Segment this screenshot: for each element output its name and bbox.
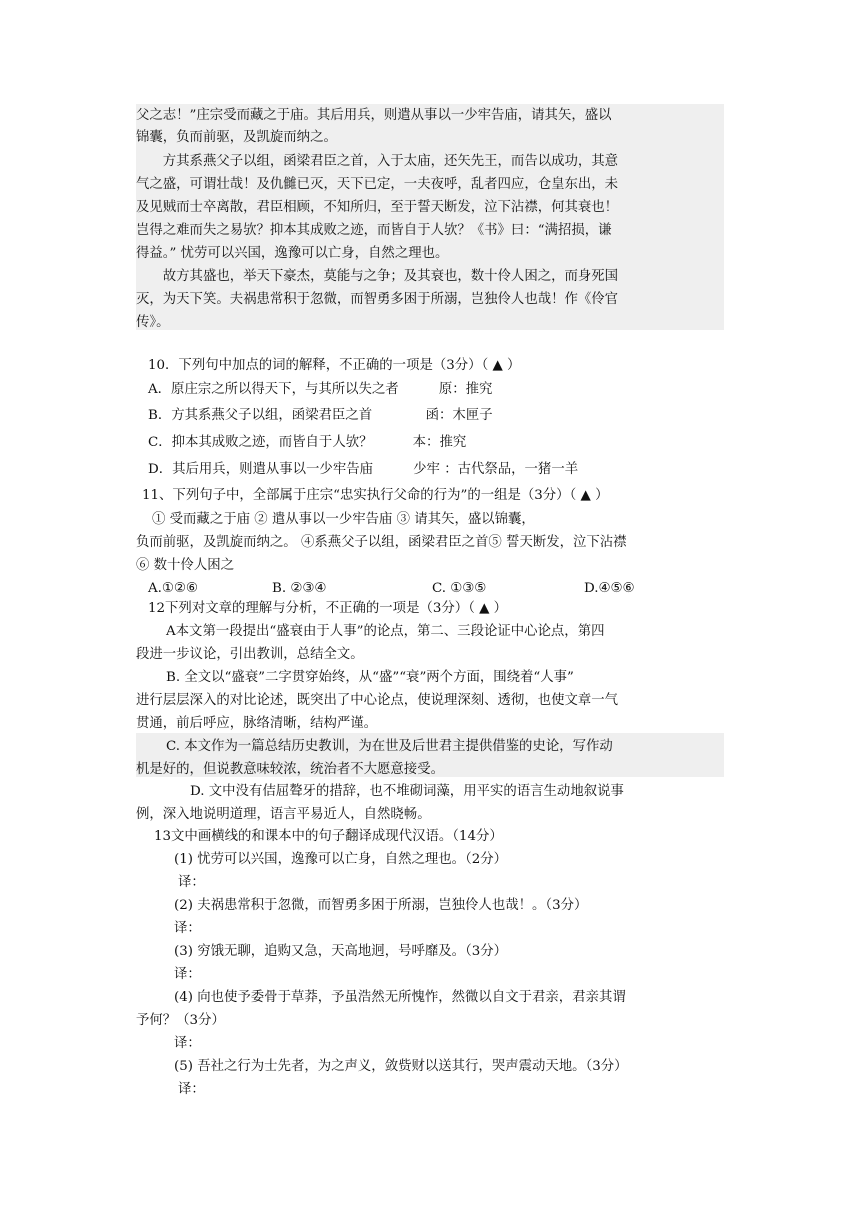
question-13-sentence-1: (1) 忧劳可以兴国，逸豫可以亡身，自然之理也。（2分） xyxy=(174,852,508,867)
question-13-sentence-2: (2) 夫祸患常积于忽微，而智勇多困于所溺，岂独伶人也哉！。（3分） xyxy=(174,898,588,913)
question-13-sentence-3: (3) 穷饿无聊，追购又急，天高地迥，号呼靡及。（3分） xyxy=(174,944,508,959)
passage-line: 传》。 xyxy=(136,315,170,330)
question-11-option-d: D.④⑤⑥ xyxy=(584,581,635,596)
passage-line: 得益。” 忧劳可以兴国，逸豫可以亡身，自然之理也。 xyxy=(136,246,449,261)
question-13-sentence-5: (5) 吾社之行为士先者，为之声义，敛赀财以送其行，哭声震动天地。（3分） xyxy=(174,1059,628,1074)
question-12-option-d: D. 文中没有佶屈聱牙的措辞，也不堆砌词藻，用平实的语言生动地叙说事 xyxy=(190,784,624,799)
passage-line: 及见贼而士卒离散，君臣相顾，不知所归，至于誓天断发，泣下沾襟，何其衰也！ xyxy=(136,200,619,215)
question-12-option-a-cont: 段进一步议论，引出教训，总结全文。 xyxy=(136,647,364,662)
passage-line: 父之志！”庄宗受而藏之于庙。其后用兵，则遣从事以一少牢告庙，请其矢，盛以 xyxy=(136,108,612,123)
passage-line: 方其系燕父子以组，函梁君臣之首，入于太庙，还矢先王，而告以成功，其意 xyxy=(136,154,619,169)
passage-line: 故方其盛也，举天下豪杰，莫能与之争；及其衰也，数十伶人困之，而身死国 xyxy=(136,269,619,284)
question-12-option-a: A本文第一段提出“盛衰由于人事”的论点，第二、三段论证中心论点，第四 xyxy=(166,624,605,639)
question-10-stem: 10．下列句中加点的词的解释，不正确的一项是（3分）（ ▲ ） xyxy=(148,358,521,373)
question-11-option-b: B. ②③④ xyxy=(272,581,327,596)
passage-line: 岂得之难而失之易欤？抑本其成败之迹，而皆自于人欤？《书》曰：“满招损，谦 xyxy=(136,223,612,238)
question-11-items-line: ⑥ 数十伶人困之 xyxy=(136,558,234,573)
question-11-option-a: A.①②⑥ xyxy=(148,581,198,596)
passage-line: 气之盛，可谓壮哉！及仇雠已灭，天下已定，一夫夜呼，乱者四应，仓皇东出，未 xyxy=(136,177,619,192)
question-10-option-a: A．原庄宗之所以得天下，与其所以失之者 原：推究 xyxy=(148,382,493,397)
question-11-items-line: ① 受而藏之于庙 ② 遣从事以一少牢告庙 ③ 请其矢，盛以锦囊， xyxy=(152,512,535,527)
question-12-option-b-cont: 进行层层深入的对比论述，既突出了中心论点，使说理深刻、透彻，也使文章一气 xyxy=(136,693,619,708)
translate-label: 译： xyxy=(174,1036,201,1051)
passage-line: 灭，为天下笑。夫祸患常积于忽微，而智勇多困于所溺，岂独伶人也哉！作《伶官 xyxy=(136,292,619,307)
question-12-option-c: C. 本文作为一篇总结历史教训，为在世及后世君主提供借鉴的史论，写作动 xyxy=(166,739,613,754)
question-12-option-b-cont: 贯通，前后呼应，脉络清晰，结构严谨。 xyxy=(136,716,378,731)
translate-label: 译： xyxy=(174,967,201,982)
translate-label: 译： xyxy=(174,921,201,936)
question-12-stem: 12下列对文章的理解与分析，不正确的一项是（3分）（ ▲ ） xyxy=(148,601,508,616)
question-13-sentence-4: (4) 向也使予委骨于草莽，予虽浩然无所愧怍，然微以自文于君亲，君亲其谓 xyxy=(174,990,626,1005)
question-12-option-c-cont: 机是好的，但说教意味较浓，统治者不大愿意接受。 xyxy=(136,762,444,777)
question-10-option-c: C．抑本其成败之迹，而皆自于人欤？ 本：推究 xyxy=(148,435,467,450)
question-11-stem: 11、下列句子中，全部属于庄宗“忠实执行父命的行为”的一组是（3分）（ ▲ ） xyxy=(142,488,609,503)
translate-label: 译： xyxy=(178,875,205,890)
question-10-option-b: B．方其系燕父子以组，函梁君臣之首 函：木匣子 xyxy=(148,408,493,423)
question-10-option-d: D．其后用兵，则遣从事以一少牢告庙 少牢 ：古代祭品，一猪一羊 xyxy=(148,462,579,477)
translate-label: 译： xyxy=(178,1082,205,1097)
question-13-stem: 13文中画横线的和课本中的句子翻译成现代汉语。（14分） xyxy=(154,829,503,844)
question-11-items-line: 负而前驱，及凯旋而纳之。 ④系燕父子以组，函梁君臣之首⑤ 誓天断发，泣下沾襟 xyxy=(136,535,627,550)
passage-line: 锦囊，负而前驱，及凯旋而纳之。 xyxy=(136,130,337,145)
question-12-option-b: B. 全文以“盛衰”二字贯穿始终，从“盛”“衰”两个方面，围绕着“人事” xyxy=(166,670,574,685)
question-12-option-d-cont: 例，深入地说明道理，语言平易近人，自然晓畅。 xyxy=(136,807,431,822)
question-11-option-c: C. ①③⑤ xyxy=(432,581,487,596)
question-13-sentence-4-cont: 予何？（3分） xyxy=(136,1013,225,1028)
